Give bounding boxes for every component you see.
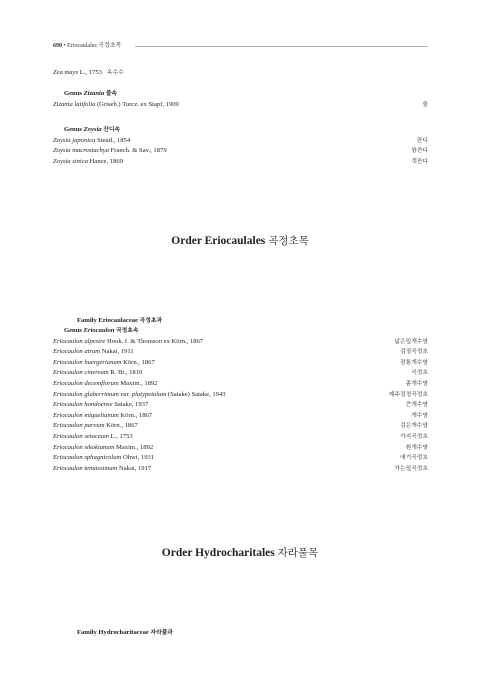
page-number: 690: [53, 43, 62, 49]
genus-zoysia-block: [53, 125, 428, 167]
order-korean-name: 곡정초목: [268, 235, 309, 247]
species-name: Eriocaulon sikokianum: [53, 443, 115, 451]
order-name: Order Eriocaulales: [171, 235, 266, 247]
genus-korean-name: 줄속: [105, 91, 118, 97]
species-entry: [53, 379, 428, 390]
species-entry: [53, 368, 428, 379]
species-korean-name: 갯잔디: [411, 158, 428, 165]
header-rule: [135, 46, 428, 47]
header-title: Eriocaulales 곡정초목: [67, 43, 122, 49]
family-hydrocharitaceae-block: [53, 628, 428, 638]
species-author: Hance, 1869: [89, 157, 123, 165]
species-korean-name: 잠통개수염: [400, 359, 428, 366]
species-korean-name: 검정곡정초: [400, 349, 428, 356]
species-entry: [53, 146, 428, 157]
species-author: (Satake) Satake, 1943: [167, 390, 226, 398]
species-author: Körn., 1867: [123, 358, 155, 366]
species-name: Eriocaulon parvum: [53, 422, 105, 430]
species-korean-name: 줄: [422, 101, 428, 108]
zea-block: [53, 68, 428, 79]
family-name: Family Eriocaulaceae: [77, 317, 138, 324]
species-entry: [53, 68, 428, 79]
species-korean-name: 개수염: [411, 412, 428, 419]
genus-name: Eriocaulon: [83, 327, 115, 334]
species-entry: [53, 411, 428, 422]
species-author: Maxim., 1892: [116, 443, 154, 451]
species-author: Ohwi, 1931: [122, 454, 155, 462]
species-entry: [53, 432, 428, 443]
species-name: Eriocaulon setaceum: [53, 432, 109, 440]
genus-heading: Genus Zizania 줄속: [64, 90, 118, 97]
species-name: Eriocaulon decemflorum: [53, 379, 119, 387]
species-author: (Griseb.) Turcz. ex Stapf, 1909: [96, 100, 179, 108]
species-entry: [53, 157, 428, 168]
species-name: Zoysia japonica: [53, 136, 96, 144]
order-name: Order Hydrocharitales: [161, 547, 275, 559]
species-korean-name: 왕잔디: [411, 148, 428, 155]
species-name: Eriocaulon hondoense: [53, 401, 113, 409]
species-entry: [53, 464, 428, 475]
order-heading-hydrocharitales: [0, 545, 480, 560]
genus-zizania-block: [53, 89, 428, 110]
species-author: Körn., 1867: [120, 411, 153, 419]
species-korean-name: 넓은잎개수염: [394, 338, 428, 345]
running-header: [53, 42, 428, 52]
species-name: Eriocaulon buergerianum: [53, 358, 122, 366]
species-korean-name: 제주검정곡정초: [388, 391, 428, 398]
species-korean-name: 애기곡정초: [400, 455, 428, 462]
species-entry: [53, 443, 428, 454]
species-korean-name: 좀개수염: [405, 380, 428, 387]
species-korean-name: 잔디: [416, 137, 428, 144]
species-name: Eriocaulon atrum: [53, 348, 101, 356]
species-author: Nakai, 1911: [101, 348, 134, 356]
species-korean-name: 가는잎곡정초: [394, 465, 428, 472]
species-name: Eriocaulon cinereum: [53, 369, 109, 377]
species-author: L., 1753: [79, 69, 102, 76]
species-entry: [53, 400, 428, 411]
species-entry: [53, 337, 428, 348]
species-name: Zoysia sinica: [53, 157, 88, 165]
genus-name: Zizania: [83, 90, 105, 97]
species-korean-name: 검은개수염: [400, 423, 428, 430]
order-korean-name: 자라풀목: [277, 547, 319, 559]
species-author: Maxim., 1892: [120, 379, 158, 387]
species-name: Eriocaulon sphagnicolum: [53, 454, 122, 462]
species-name: Zea mays: [53, 69, 79, 76]
species-author: Satake, 1937: [114, 401, 149, 409]
species-author: L., 1753: [110, 432, 133, 440]
species-entry: [53, 347, 428, 358]
species-author: Hook. f. & Thomson ex Körn., 1867: [106, 337, 204, 345]
genus-heading: Genus Eriocaulon 곡정초속: [64, 327, 139, 334]
family-korean-name: 자라풀과: [150, 630, 173, 636]
species-name: Eriocaulon miquelianum: [53, 411, 119, 419]
species-korean-name: 흰개수염: [405, 444, 428, 451]
species-author: Franch. & Sav., 1879: [110, 147, 167, 155]
species-author: Steud., 1854: [96, 136, 131, 144]
species-entry: [53, 100, 428, 111]
species-entry: [53, 358, 428, 369]
species-name: Eriocaulon alpestre: [53, 337, 106, 345]
species-korean-name: 가지곡정초: [400, 433, 428, 440]
species-name: Eriocaulon tenuissimum: [53, 464, 118, 472]
variety-marker: var.: [120, 390, 131, 398]
genus-name: Zoysia: [83, 126, 102, 133]
family-heading: [53, 628, 428, 638]
family-korean-name: 곡정초과: [139, 318, 163, 324]
species-entry: [53, 453, 428, 464]
genus-heading: Genus Zoysia 잔디속: [64, 126, 121, 133]
species-author: Nakai, 1917: [118, 464, 152, 472]
variety-name: platypetalum: [131, 390, 167, 398]
species-korean-name: 곡정초: [411, 370, 428, 377]
species-entry: [53, 390, 428, 401]
species-author: Körn., 1867: [106, 422, 138, 430]
genus-korean-name: 곡정초속: [116, 328, 139, 334]
species-korean-name: 큰개수염: [405, 402, 428, 409]
species-entry: [53, 136, 428, 147]
header-bullet: •: [63, 43, 66, 49]
species-entry: [53, 421, 428, 432]
species-name: Zoysia macrostachya: [53, 147, 109, 155]
order-heading-eriocaulales: [0, 233, 480, 248]
family-eriocaulaceae-block: [53, 316, 428, 474]
species-korean-name: 옥수수: [106, 70, 124, 76]
species-author: R. Br., 1810: [110, 369, 143, 377]
family-name: Family Hydrocharitaceae: [77, 629, 149, 636]
family-heading: [53, 316, 428, 326]
species-name: Zizania latifolia: [53, 100, 96, 108]
species-name: Eriocaulon glaberrimum: [53, 390, 119, 398]
genus-korean-name: 잔디속: [103, 127, 121, 133]
